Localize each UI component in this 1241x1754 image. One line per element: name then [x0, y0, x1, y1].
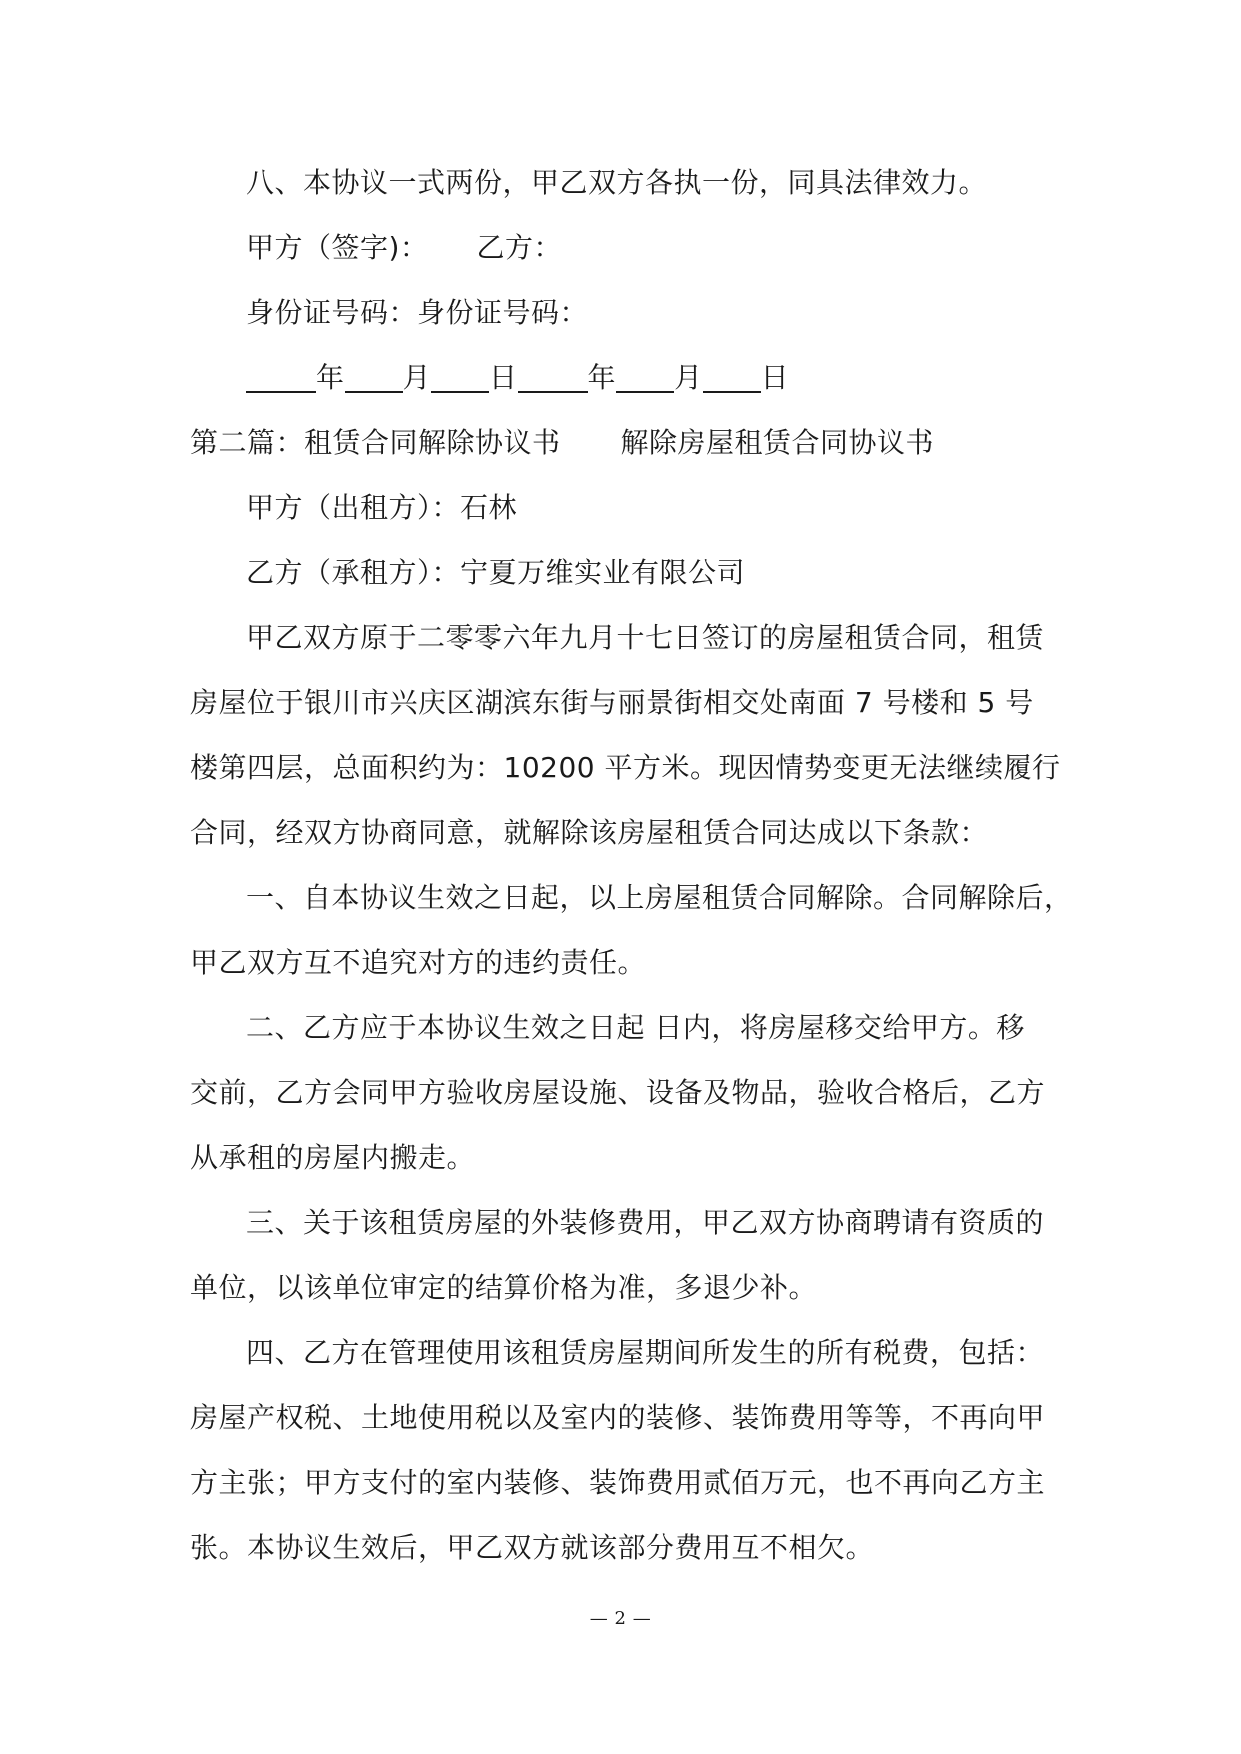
- second-title-left: 第二篇：租赁合同解除协议书: [190, 426, 561, 459]
- signature-line: [190, 215, 1090, 280]
- party-a-signature-label: 甲方（签字)：: [246, 231, 429, 264]
- year-label-2: 年: [587, 361, 617, 394]
- clause-four-continued-1: 房屋产权税、土地使用税以及室内的装修、装饰费用等等，不再向甲: [190, 1401, 1046, 1434]
- document-body: [190, 150, 1090, 1580]
- clause-two-continued-1: 交前，乙方会同甲方验收房屋设施、设备及物品，验收合格后，乙方: [190, 1076, 1046, 1109]
- id-number-line: 身份证号码：身份证号码：: [246, 296, 589, 329]
- second-title-right: 解除房屋租赁合同协议书: [620, 426, 935, 459]
- year-blank: [246, 365, 316, 393]
- clause-four-continued-2: 方主张；甲方支付的室内装修、装饰费用贰佰万元，也不再向乙方主: [190, 1466, 1046, 1499]
- month-label: 月: [402, 361, 432, 394]
- intro-continued-3: 合同，经双方协商同意，就解除该房屋租赁合同达成以下条款：: [190, 816, 989, 849]
- year-blank-2: [518, 365, 588, 393]
- clause-one: 一、自本协议生效之日起，以上房屋租赁合同解除。合同解除后，: [246, 881, 1073, 914]
- clause-one-continued: 甲乙双方互不追究对方的违约责任。: [190, 946, 647, 979]
- day-blank: [431, 365, 489, 393]
- lessee-line: 乙方（承租方）：宁夏万维实业有限公司: [246, 556, 746, 589]
- clause-three: 三、关于该租赁房屋的外装修费用，甲乙双方协商聘请有资质的: [246, 1206, 1045, 1239]
- clause-two: 二、乙方应于本协议生效之日起 日内，将房屋移交给甲方。移: [246, 1011, 1025, 1044]
- intro-line: 甲乙双方原于二零零六年九月十七日签订的房屋租赁合同，租赁: [246, 621, 1045, 654]
- clause-three-continued: 单位，以该单位审定的结算价格为准，多退少补。: [190, 1271, 818, 1304]
- month-label-2: 月: [674, 361, 703, 394]
- day-label-2: 日: [760, 361, 790, 394]
- intro-continued-1: 房屋位于银川市兴庆区湖滨东街与丽景街相交处南面 7 号楼和 5 号: [190, 686, 1034, 719]
- lessor-line: 甲方（出租方）：石林: [246, 491, 518, 524]
- intro-continued-2: 楼第四层，总面积约为：10200 平方米。现因情势变更无法继续履行: [190, 751, 1061, 784]
- page-number: — 2 —: [589, 1608, 652, 1629]
- party-b-signature-label: 乙方：: [476, 231, 562, 264]
- month-blank: [345, 365, 403, 393]
- clause-four: 四、乙方在管理使用该租赁房屋期间所发生的所有税费，包括：: [246, 1336, 1045, 1369]
- clause-four-continued-3: 张。本协议生效后，甲乙双方就该部分费用互不相欠。: [190, 1531, 875, 1564]
- clause-two-continued-2: 从承租的房屋内搬走。: [190, 1141, 476, 1174]
- month-blank-2: [616, 365, 674, 393]
- date-line: [190, 345, 1090, 410]
- second-part-title: [190, 410, 1090, 475]
- clause-eight: 八、本协议一式两份，甲乙双方各执一份，同具法律效力。: [246, 166, 988, 199]
- day-label: 日: [489, 361, 518, 394]
- day-blank-2: [703, 365, 761, 393]
- year-label: 年: [316, 361, 345, 394]
